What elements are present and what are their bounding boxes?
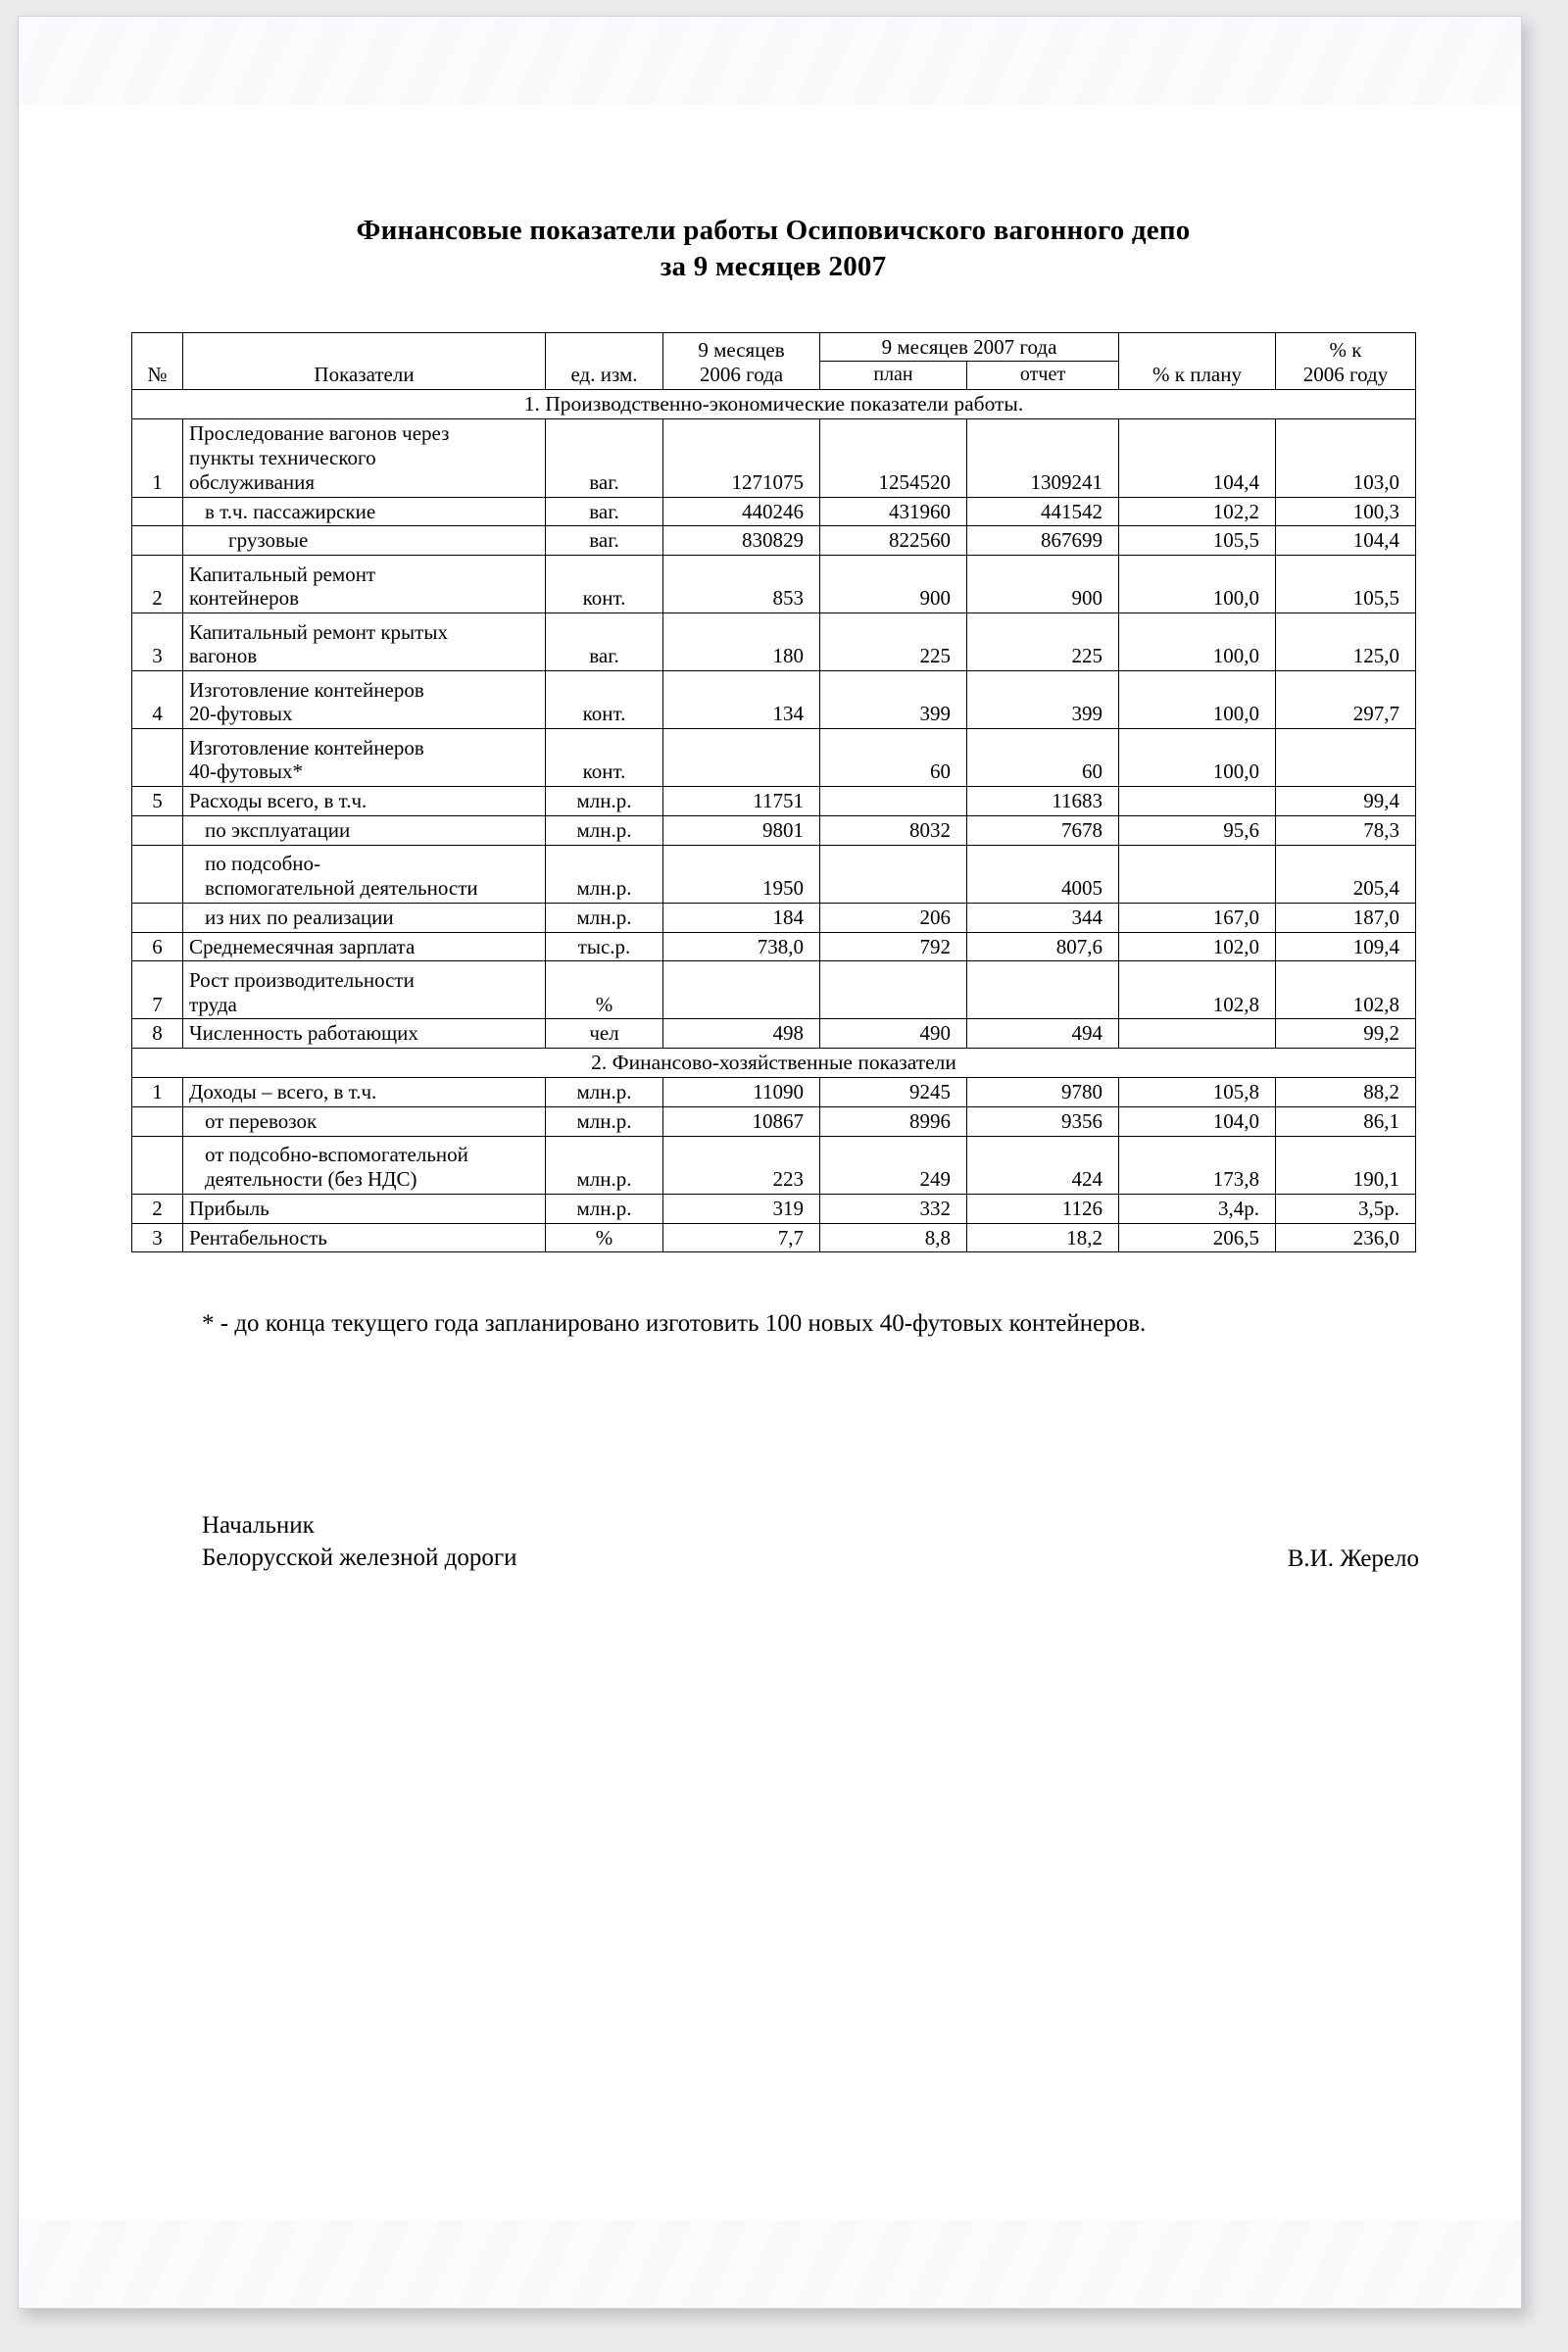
cell-pct-2006: 88,2	[1276, 1078, 1416, 1107]
cell-fact	[967, 961, 1119, 1019]
cell-indicator	[183, 497, 546, 526]
cell-2006: 184	[663, 903, 820, 932]
cell-pct-2006: 187,0	[1276, 903, 1416, 932]
signature-position	[202, 1509, 516, 1574]
cell-2006: 1271075	[663, 419, 820, 497]
cell-2006: 738,0	[663, 932, 820, 961]
cell-unit: ваг.	[546, 613, 663, 671]
cell-pct-2006: 297,7	[1276, 671, 1416, 729]
watermark-band-top	[19, 17, 1521, 105]
cell-plan: 399	[820, 671, 967, 729]
cell-2006	[663, 961, 820, 1019]
cell-pct-plan: 206,5	[1119, 1223, 1276, 1252]
cell-indicator-line: труда	[189, 992, 237, 1016]
cell-number: 3	[132, 1223, 183, 1252]
cell-pct-plan	[1119, 1019, 1276, 1049]
header-pct2006-line1: % к	[1329, 338, 1362, 363]
cell-pct-plan: 3,4р.	[1119, 1194, 1276, 1223]
cell-fact: 225	[967, 613, 1119, 671]
cell-plan: 225	[820, 613, 967, 671]
cell-pct-2006: 109,4	[1276, 932, 1416, 961]
table-row	[132, 556, 1416, 613]
cell-pct-plan: 105,5	[1119, 526, 1276, 556]
cell-unit: млн.р.	[546, 787, 663, 816]
cell-2006: 9801	[663, 815, 820, 845]
cell-pct-plan	[1119, 787, 1276, 816]
cell-number: 1	[132, 1078, 183, 1107]
signature-name: В.И. Жерело	[1287, 1544, 1419, 1572]
cell-fact: 424	[967, 1136, 1119, 1194]
table-row	[132, 1019, 1416, 1049]
footnote: * - до конца текущего года запланировано изготовить 100 новых 40-футовых контейнеров.	[202, 1310, 1147, 1338]
cell-unit: млн.р.	[546, 1194, 663, 1223]
cell-number: 1	[132, 419, 183, 497]
cell-number	[132, 1107, 183, 1137]
cell-2006: 440246	[663, 497, 820, 526]
cell-indicator	[183, 1107, 546, 1137]
table-row	[132, 787, 1416, 816]
cell-indicator-line: Изготовление контейнеров	[189, 677, 424, 702]
cell-pct-plan: 102,8	[1119, 961, 1276, 1019]
cell-unit: тыс.р.	[546, 932, 663, 961]
cell-plan: 206	[820, 903, 967, 932]
header-fact: отчет	[967, 362, 1119, 390]
header-prev-period	[663, 332, 820, 389]
cell-plan: 8032	[820, 815, 967, 845]
cell-pct-plan: 100,0	[1119, 671, 1276, 729]
cell-plan: 431960	[820, 497, 967, 526]
cell-indicator-line: от подсобно-вспомогательной	[205, 1143, 468, 1167]
cell-unit: млн.р.	[546, 1107, 663, 1137]
cell-unit: ваг.	[546, 526, 663, 556]
cell-pct-2006: 205,4	[1276, 845, 1416, 903]
cell-pct-2006: 99,2	[1276, 1019, 1416, 1049]
cell-2006: 134	[663, 671, 820, 729]
cell-2006: 830829	[663, 526, 820, 556]
table-row	[132, 961, 1416, 1019]
cell-2006: 498	[663, 1019, 820, 1049]
cell-plan: 249	[820, 1136, 967, 1194]
cell-indicator-line: грузовые	[228, 528, 309, 553]
cell-pct-plan: 102,2	[1119, 497, 1276, 526]
cell-pct-plan: 173,8	[1119, 1136, 1276, 1194]
cell-unit: %	[546, 1223, 663, 1252]
cell-pct-2006	[1276, 729, 1416, 787]
cell-plan: 9245	[820, 1078, 967, 1107]
cell-fact: 1309241	[967, 419, 1119, 497]
cell-pct-2006: 236,0	[1276, 1223, 1416, 1252]
cell-indicator	[183, 932, 546, 961]
cell-number	[132, 1136, 183, 1194]
cell-indicator-line: Рентабельность	[189, 1225, 327, 1250]
header-prev-line1: 9 месяцев	[698, 338, 785, 363]
cell-plan: 490	[820, 1019, 967, 1049]
cell-number	[132, 729, 183, 787]
cell-indicator	[183, 1078, 546, 1107]
table-row	[132, 1078, 1416, 1107]
header-pct-plan: % к плану	[1119, 332, 1276, 389]
cell-pct-plan	[1119, 845, 1276, 903]
cell-indicator-line: деятельности (без НДС)	[205, 1167, 417, 1192]
cell-number	[132, 845, 183, 903]
cell-indicator	[183, 845, 546, 903]
table-row	[132, 1194, 1416, 1223]
signature-block	[202, 1509, 1427, 1597]
cell-pct-plan: 100,0	[1119, 729, 1276, 787]
cell-indicator	[183, 729, 546, 787]
section-heading-2-label: 2. Финансово-хозяйственные показатели	[132, 1049, 1416, 1078]
cell-fact: 11683	[967, 787, 1119, 816]
cell-plan: 60	[820, 729, 967, 787]
cell-2006	[663, 729, 820, 787]
table-row	[132, 815, 1416, 845]
cell-pct-2006: 190,1	[1276, 1136, 1416, 1194]
header-pct-2006	[1276, 332, 1416, 389]
cell-indicator-line: вагонов	[189, 644, 258, 668]
cell-unit: млн.р.	[546, 815, 663, 845]
signature-position-line1: Начальник	[202, 1511, 315, 1539]
watermark-band-bottom	[19, 2220, 1521, 2308]
header-group-2007: 9 месяцев 2007 года	[820, 332, 1119, 362]
cell-number: 2	[132, 1194, 183, 1223]
section-heading-1-label: 1. Производственно-экономические показатели работы.	[132, 390, 1416, 419]
cell-plan	[820, 787, 967, 816]
cell-pct-plan: 102,0	[1119, 932, 1276, 961]
header-indicator: Показатели	[183, 332, 546, 389]
cell-plan	[820, 961, 967, 1019]
header-unit: ед. изм.	[546, 332, 663, 389]
table-body	[132, 390, 1416, 1252]
cell-pct-2006: 3,5р.	[1276, 1194, 1416, 1223]
cell-indicator	[183, 815, 546, 845]
cell-fact: 1126	[967, 1194, 1119, 1223]
table-row	[132, 932, 1416, 961]
cell-indicator-line: Доходы – всего, в т.ч.	[189, 1080, 377, 1104]
cell-2006: 853	[663, 556, 820, 613]
table-row	[132, 526, 1416, 556]
cell-indicator	[183, 1194, 546, 1223]
cell-pct-plan: 95,6	[1119, 815, 1276, 845]
cell-number	[132, 903, 183, 932]
cell-unit: конт.	[546, 729, 663, 787]
table-row	[132, 671, 1416, 729]
cell-pct-2006: 99,4	[1276, 787, 1416, 816]
section-heading-2	[132, 1049, 1416, 1078]
cell-2006: 11751	[663, 787, 820, 816]
cell-pct-2006: 104,4	[1276, 526, 1416, 556]
table-row	[132, 1107, 1416, 1137]
cell-unit: млн.р.	[546, 845, 663, 903]
cell-plan: 900	[820, 556, 967, 613]
header-prev-line2: 2006 года	[699, 363, 784, 387]
cell-2006: 11090	[663, 1078, 820, 1107]
cell-number	[132, 497, 183, 526]
cell-pct-2006: 103,0	[1276, 419, 1416, 497]
cell-2006: 180	[663, 613, 820, 671]
section-heading-1	[132, 390, 1416, 419]
cell-fact: 441542	[967, 497, 1119, 526]
cell-pct-2006: 105,5	[1276, 556, 1416, 613]
cell-fact: 399	[967, 671, 1119, 729]
cell-number: 6	[132, 932, 183, 961]
cell-indicator-line: контейнеров	[189, 586, 300, 611]
financial-indicators-table	[131, 332, 1416, 1253]
cell-indicator-line: по эксплуатации	[205, 817, 351, 842]
cell-indicator	[183, 419, 546, 497]
cell-indicator	[183, 1223, 546, 1252]
cell-indicator-line: обслуживания	[189, 469, 316, 494]
cell-fact: 4005	[967, 845, 1119, 903]
cell-2006: 223	[663, 1136, 820, 1194]
cell-plan: 8996	[820, 1107, 967, 1137]
header-plan: план	[820, 362, 967, 390]
cell-indicator-line: Изготовление контейнеров	[189, 735, 424, 760]
cell-unit: конт.	[546, 671, 663, 729]
cell-plan	[820, 845, 967, 903]
cell-pct-2006: 78,3	[1276, 815, 1416, 845]
table-row	[132, 1223, 1416, 1252]
cell-pct-2006: 100,3	[1276, 497, 1416, 526]
cell-indicator	[183, 1019, 546, 1049]
cell-unit: ваг.	[546, 419, 663, 497]
cell-number: 4	[132, 671, 183, 729]
cell-plan: 822560	[820, 526, 967, 556]
table-row	[132, 729, 1416, 787]
cell-pct-2006: 102,8	[1276, 961, 1416, 1019]
cell-number: 5	[132, 787, 183, 816]
cell-number: 8	[132, 1019, 183, 1049]
cell-indicator-line: 20-футовых	[189, 702, 293, 726]
cell-2006: 1950	[663, 845, 820, 903]
cell-indicator-line: Капитальный ремонт крытых	[189, 619, 448, 644]
signature-position-line2: Белорусской железной дороги	[202, 1544, 517, 1571]
cell-indicator-line: Проследование вагонов через	[189, 421, 450, 446]
cell-fact: 9356	[967, 1107, 1119, 1137]
cell-pct-plan: 167,0	[1119, 903, 1276, 932]
cell-pct-2006: 86,1	[1276, 1107, 1416, 1137]
cell-indicator	[183, 903, 546, 932]
cell-unit: млн.р.	[546, 903, 663, 932]
page-title	[131, 213, 1415, 285]
cell-indicator-line: Среднемесячная зарплата	[189, 934, 416, 958]
cell-indicator-line: от перевозок	[205, 1109, 318, 1134]
cell-indicator-line: 40-футовых*	[189, 760, 304, 784]
title-line-2: за 9 месяцев 2007	[660, 250, 887, 282]
cell-indicator-line: Численность работающих	[189, 1021, 418, 1046]
cell-number	[132, 815, 183, 845]
cell-indicator-line: из них по реализации	[205, 905, 394, 929]
cell-fact: 344	[967, 903, 1119, 932]
cell-pct-plan: 104,4	[1119, 419, 1276, 497]
cell-indicator-line: Прибыль	[189, 1196, 270, 1220]
cell-pct-plan: 100,0	[1119, 556, 1276, 613]
header-pct2006-line2: 2006 году	[1302, 363, 1389, 387]
cell-indicator-line: пункты технического	[189, 446, 376, 470]
cell-number: 7	[132, 961, 183, 1019]
cell-fact: 7678	[967, 815, 1119, 845]
cell-number: 2	[132, 556, 183, 613]
cell-pct-plan: 100,0	[1119, 613, 1276, 671]
cell-indicator-line: Рост производительности	[189, 967, 415, 992]
cell-indicator-line: Расходы всего, в т.ч.	[189, 789, 368, 813]
cell-unit: %	[546, 961, 663, 1019]
cell-pct-plan: 105,8	[1119, 1078, 1276, 1107]
table-row	[132, 419, 1416, 497]
cell-unit: чел	[546, 1019, 663, 1049]
cell-fact: 18,2	[967, 1223, 1119, 1252]
cell-fact: 807,6	[967, 932, 1119, 961]
cell-number: 3	[132, 613, 183, 671]
cell-plan: 8,8	[820, 1223, 967, 1252]
cell-unit: ваг.	[546, 497, 663, 526]
cell-indicator-line: Капитальный ремонт	[189, 562, 376, 586]
cell-pct-plan: 104,0	[1119, 1107, 1276, 1137]
cell-fact: 60	[967, 729, 1119, 787]
table-row	[132, 845, 1416, 903]
cell-fact: 494	[967, 1019, 1119, 1049]
cell-plan: 332	[820, 1194, 967, 1223]
cell-indicator-line: по подсобно-	[205, 852, 321, 876]
table-header	[132, 332, 1416, 389]
cell-unit: млн.р.	[546, 1136, 663, 1194]
cell-indicator	[183, 1136, 546, 1194]
table-row	[132, 903, 1416, 932]
cell-fact: 867699	[967, 526, 1119, 556]
cell-indicator	[183, 671, 546, 729]
document-content	[131, 213, 1419, 1597]
cell-plan: 1254520	[820, 419, 967, 497]
cell-indicator	[183, 526, 546, 556]
cell-pct-2006: 125,0	[1276, 613, 1416, 671]
title-line-1: Финансовые показатели работы Осиповичского вагонного депо	[356, 215, 1191, 246]
table-row	[132, 1136, 1416, 1194]
document-page	[18, 16, 1522, 2309]
cell-plan: 792	[820, 932, 967, 961]
cell-number	[132, 526, 183, 556]
cell-2006: 319	[663, 1194, 820, 1223]
cell-indicator	[183, 613, 546, 671]
cell-indicator	[183, 556, 546, 613]
cell-indicator	[183, 961, 546, 1019]
cell-unit: млн.р.	[546, 1078, 663, 1107]
table-row	[132, 613, 1416, 671]
cell-indicator-line: вспомогательной деятельности	[205, 875, 478, 900]
header-num: №	[132, 332, 183, 389]
table-row	[132, 497, 1416, 526]
cell-unit: конт.	[546, 556, 663, 613]
cell-fact: 900	[967, 556, 1119, 613]
cell-indicator-line: в т.ч. пассажирские	[205, 499, 376, 523]
cell-2006: 10867	[663, 1107, 820, 1137]
cell-indicator	[183, 787, 546, 816]
cell-fact: 9780	[967, 1078, 1119, 1107]
cell-2006: 7,7	[663, 1223, 820, 1252]
